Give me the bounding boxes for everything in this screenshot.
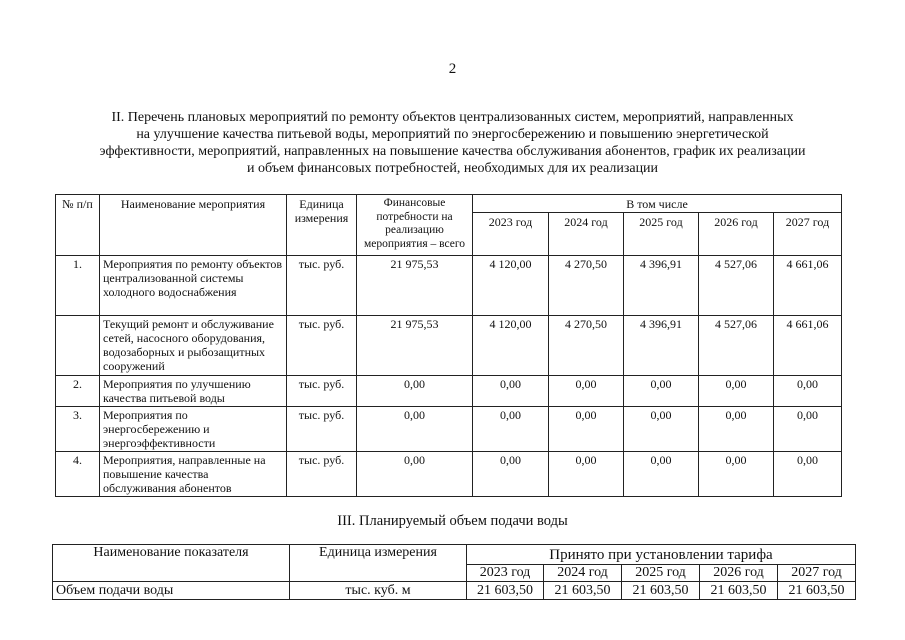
section-2-title-line: на улучшение качества питьевой воды, мероприятий по энергосбережению и повышению энергетической bbox=[136, 127, 769, 142]
water-row-unit: тыс. куб. м bbox=[290, 582, 467, 600]
row-year-value: 4 120,00 bbox=[473, 316, 549, 376]
header-year: 2027 год bbox=[774, 213, 842, 256]
row-year-value: 4 527,06 bbox=[699, 316, 774, 376]
row-year-value: 0,00 bbox=[774, 407, 842, 452]
section-2-title-line: и объем финансовых потребностей, необходимых для их реализации bbox=[246, 161, 659, 176]
header-year: 2026 год bbox=[699, 213, 774, 256]
row-name: Мероприятия по улучшению качества питьевой воды bbox=[100, 376, 287, 407]
water-supply-table bbox=[52, 544, 856, 600]
row-unit: тыс. руб. bbox=[287, 452, 357, 497]
row-year-value: 4 661,06 bbox=[774, 316, 842, 376]
row-year-value: 0,00 bbox=[774, 452, 842, 497]
row-name: Текущий ремонт и обслуживание сетей, насосного оборудования, водозаборных и рыбозащитных сооружений bbox=[100, 316, 287, 376]
row-year-value: 4 120,00 bbox=[473, 256, 549, 316]
table-row bbox=[56, 452, 842, 497]
row-year-value: 0,00 bbox=[624, 376, 699, 407]
row-unit: тыс. руб. bbox=[287, 376, 357, 407]
row-num: 3. bbox=[56, 407, 100, 452]
row-year-value: 4 270,50 bbox=[549, 316, 624, 376]
row-num: 2. bbox=[56, 376, 100, 407]
row-total: 0,00 bbox=[357, 407, 473, 452]
section-3-title: III. Планируемый объем подачи воды bbox=[337, 513, 568, 529]
header-num: № п/п bbox=[56, 195, 100, 256]
row-total: 0,00 bbox=[357, 376, 473, 407]
header-name: Наименование мероприятия bbox=[100, 195, 287, 256]
table-row bbox=[53, 582, 856, 600]
header-year: 2025 год bbox=[624, 213, 699, 256]
row-total: 0,00 bbox=[357, 452, 473, 497]
row-unit: тыс. руб. bbox=[287, 316, 357, 376]
header-year: 2023 год bbox=[473, 213, 549, 256]
row-total: 21 975,53 bbox=[357, 256, 473, 316]
water-row-value: 21 603,50 bbox=[622, 582, 700, 600]
row-year-value: 0,00 bbox=[473, 407, 549, 452]
row-year-value: 4 270,50 bbox=[549, 256, 624, 316]
row-year-value: 4 396,91 bbox=[624, 256, 699, 316]
row-year-value: 0,00 bbox=[624, 407, 699, 452]
row-year-value: 0,00 bbox=[473, 376, 549, 407]
row-year-value: 0,00 bbox=[549, 376, 624, 407]
water-row-value: 21 603,50 bbox=[467, 582, 544, 600]
section-2-title bbox=[55, 109, 850, 177]
measures-table bbox=[55, 194, 842, 497]
water-row-name: Объем подачи воды bbox=[53, 582, 290, 600]
water-header-year: 2027 год bbox=[778, 565, 856, 582]
header-including: В том числе bbox=[473, 195, 842, 213]
water-header-unit: Единица измерения bbox=[290, 545, 467, 582]
section-2-title-line: II. Перечень плановых мероприятий по ремонту объектов централизованных систем, мероприятий, направленных bbox=[111, 110, 794, 125]
row-num bbox=[56, 316, 100, 376]
row-name: Мероприятия по энергосбережению и энергоэффективности bbox=[100, 407, 287, 452]
page-number: 2 bbox=[448, 61, 457, 77]
header-finance: Финансовые потребности на реализацию мероприятия – всего bbox=[357, 195, 473, 256]
row-num: 4. bbox=[56, 452, 100, 497]
water-row-value: 21 603,50 bbox=[544, 582, 622, 600]
row-year-value: 0,00 bbox=[473, 452, 549, 497]
water-header-year: 2023 год bbox=[467, 565, 544, 582]
row-unit: тыс. руб. bbox=[287, 256, 357, 316]
water-header-year: 2025 год bbox=[622, 565, 700, 582]
row-year-value: 4 527,06 bbox=[699, 256, 774, 316]
row-num: 1. bbox=[56, 256, 100, 316]
header-year: 2024 год bbox=[549, 213, 624, 256]
row-year-value: 4 661,06 bbox=[774, 256, 842, 316]
row-year-value: 0,00 bbox=[549, 407, 624, 452]
water-header-accepted: Принято при установлении тарифа bbox=[467, 545, 856, 565]
row-year-value: 0,00 bbox=[624, 452, 699, 497]
row-unit: тыс. руб. bbox=[287, 407, 357, 452]
table-row bbox=[56, 316, 842, 376]
table-row bbox=[56, 256, 842, 316]
water-header-year: 2026 год bbox=[700, 565, 778, 582]
water-header-year: 2024 год bbox=[544, 565, 622, 582]
water-header-name: Наименование показателя bbox=[53, 545, 290, 582]
row-name: Мероприятия по ремонту объектов централизованной системы холодного водоснабжения bbox=[100, 256, 287, 316]
water-row-value: 21 603,50 bbox=[700, 582, 778, 600]
row-year-value: 0,00 bbox=[774, 376, 842, 407]
row-total: 21 975,53 bbox=[357, 316, 473, 376]
row-year-value: 0,00 bbox=[549, 452, 624, 497]
table-row bbox=[56, 376, 842, 407]
row-year-value: 0,00 bbox=[699, 407, 774, 452]
water-row-value: 21 603,50 bbox=[778, 582, 856, 600]
row-name: Мероприятия, направленные на повышение качества обслуживания абонентов bbox=[100, 452, 287, 497]
row-year-value: 0,00 bbox=[699, 376, 774, 407]
row-year-value: 0,00 bbox=[699, 452, 774, 497]
section-2-title-line: эффективности, мероприятий, направленных на повышение качества обслуживания абонентов, график их реализации bbox=[99, 144, 806, 159]
table-row bbox=[56, 407, 842, 452]
row-year-value: 4 396,91 bbox=[624, 316, 699, 376]
header-unit: Единица измерения bbox=[287, 195, 357, 256]
